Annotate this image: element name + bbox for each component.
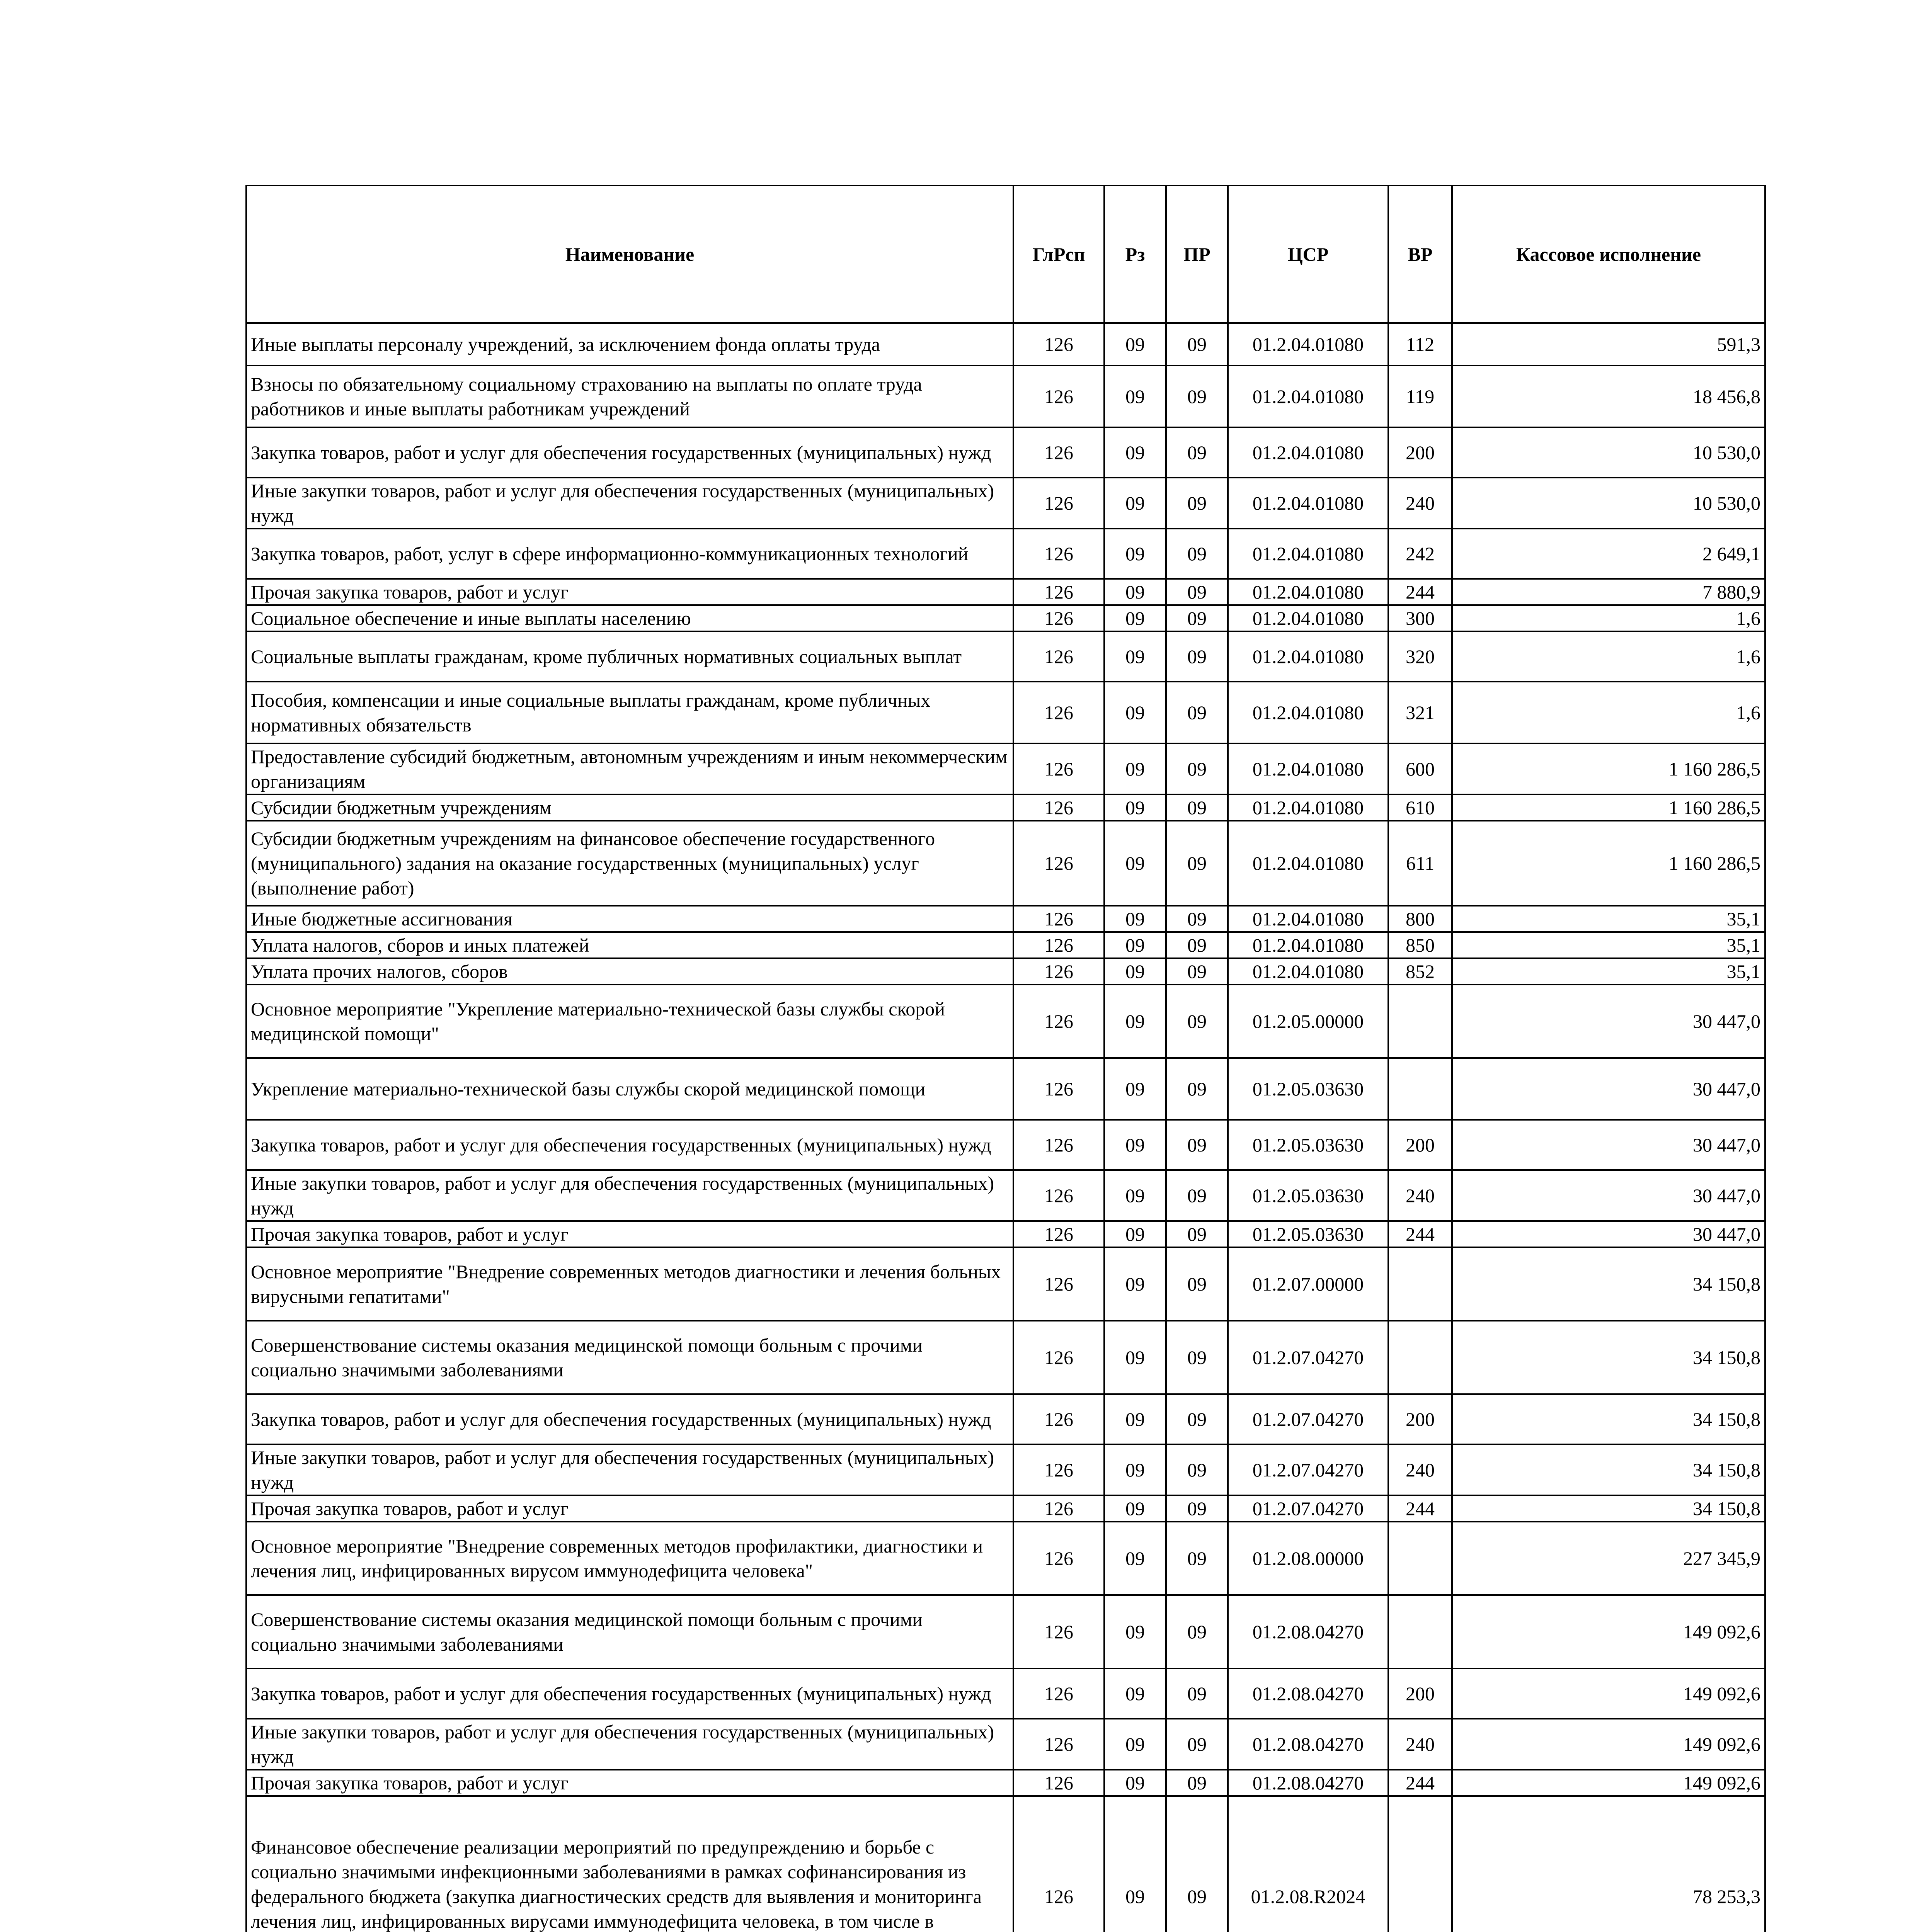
cell-glrsp: 126 <box>1013 1247 1104 1321</box>
budget-table <box>245 185 1766 1932</box>
cell-vr: 240 <box>1388 1170 1452 1221</box>
cell-vr <box>1388 1058 1452 1120</box>
cell-name: Совершенствование системы оказания медицинской помощи больным с прочими социально значимыми заболеваниями <box>246 1321 1013 1394</box>
cell-pr: 09 <box>1166 958 1228 985</box>
table-row <box>246 1394 1765 1444</box>
cell-amount: 35,1 <box>1452 958 1765 985</box>
cell-amount: 10 530,0 <box>1452 478 1765 529</box>
cell-csr: 01.2.04.01080 <box>1228 366 1388 427</box>
cell-csr: 01.2.07.00000 <box>1228 1247 1388 1321</box>
cell-rz: 09 <box>1104 1120 1166 1170</box>
cell-glrsp: 126 <box>1013 1120 1104 1170</box>
cell-rz: 09 <box>1104 682 1166 743</box>
cell-name: Иные выплаты персоналу учреждений, за исключением фонда оплаты труда <box>246 323 1013 366</box>
cell-amount: 30 447,0 <box>1452 1221 1765 1247</box>
cell-glrsp: 126 <box>1013 1394 1104 1444</box>
cell-pr: 09 <box>1166 682 1228 743</box>
cell-glrsp: 126 <box>1013 1444 1104 1495</box>
cell-vr: 850 <box>1388 932 1452 958</box>
cell-name: Закупка товаров, работ и услуг для обеспечения государственных (муниципальных) нужд <box>246 1394 1013 1444</box>
cell-rz: 09 <box>1104 985 1166 1058</box>
cell-rz: 09 <box>1104 605 1166 631</box>
cell-amount: 34 150,8 <box>1452 1247 1765 1321</box>
cell-glrsp: 126 <box>1013 1495 1104 1522</box>
cell-name: Уплата налогов, сборов и иных платежей <box>246 932 1013 958</box>
cell-name: Основное мероприятие "Внедрение современных методов диагностики и лечения больных вирусными гепатитами" <box>246 1247 1013 1321</box>
cell-pr: 09 <box>1166 932 1228 958</box>
cell-rz: 09 <box>1104 427 1166 478</box>
table-row <box>246 1120 1765 1170</box>
cell-amount: 149 092,6 <box>1452 1770 1765 1796</box>
cell-vr: 321 <box>1388 682 1452 743</box>
table-row <box>246 794 1765 821</box>
cell-name: Прочая закупка товаров, работ и услуг <box>246 1221 1013 1247</box>
cell-pr: 09 <box>1166 605 1228 631</box>
table-row <box>246 821 1765 906</box>
table-row <box>246 1668 1765 1719</box>
cell-csr: 01.2.04.01080 <box>1228 579 1388 605</box>
cell-pr: 09 <box>1166 1719 1228 1770</box>
table-row <box>246 366 1765 427</box>
cell-vr <box>1388 1595 1452 1668</box>
header-vr: ВР <box>1388 185 1452 323</box>
cell-name: Иные закупки товаров, работ и услуг для обеспечения государственных (муниципальных) нужд <box>246 478 1013 529</box>
cell-vr: 200 <box>1388 1120 1452 1170</box>
cell-rz: 09 <box>1104 478 1166 529</box>
table-row <box>246 1058 1765 1120</box>
cell-rz: 09 <box>1104 1444 1166 1495</box>
cell-rz: 09 <box>1104 1058 1166 1120</box>
cell-vr: 112 <box>1388 323 1452 366</box>
cell-vr <box>1388 1247 1452 1321</box>
header-glrsp: ГлРсп <box>1013 185 1104 323</box>
cell-vr <box>1388 1796 1452 1932</box>
cell-pr: 09 <box>1166 579 1228 605</box>
cell-name: Совершенствование системы оказания медицинской помощи больным с прочими социально значимыми заболеваниями <box>246 1595 1013 1668</box>
cell-glrsp: 126 <box>1013 932 1104 958</box>
cell-vr <box>1388 1522 1452 1595</box>
cell-rz: 09 <box>1104 1770 1166 1796</box>
cell-name: Субсидии бюджетным учреждениям на финансовое обеспечение государственного (муниципального) задания на оказание государственных (муниципальных) услуг (выполнение работ) <box>246 821 1013 906</box>
cell-name: Финансовое обеспечение реализации мероприятий по предупреждению и борьбе с социально значимыми инфекционными заболеваниями в рамках софинансирования из федерального бюджета (закупка диагностических средств для выявления и мониторинга лечения лиц, инфицированных вирусами иммунодефицита человека, в том числе в <box>246 1796 1013 1932</box>
table-row <box>246 1595 1765 1668</box>
cell-name: Прочая закупка товаров, работ и услуг <box>246 579 1013 605</box>
cell-rz: 09 <box>1104 1247 1166 1321</box>
table-row <box>246 427 1765 478</box>
cell-glrsp: 126 <box>1013 1796 1104 1932</box>
cell-vr: 200 <box>1388 427 1452 478</box>
cell-glrsp: 126 <box>1013 1170 1104 1221</box>
cell-name: Закупка товаров, работ и услуг для обеспечения государственных (муниципальных) нужд <box>246 1120 1013 1170</box>
cell-csr: 01.2.04.01080 <box>1228 821 1388 906</box>
table-row <box>246 1321 1765 1394</box>
cell-csr: 01.2.08.04270 <box>1228 1770 1388 1796</box>
cell-pr: 09 <box>1166 1058 1228 1120</box>
cell-glrsp: 126 <box>1013 821 1104 906</box>
table-row <box>246 478 1765 529</box>
cell-vr: 300 <box>1388 605 1452 631</box>
cell-amount: 1 160 286,5 <box>1452 743 1765 794</box>
cell-rz: 09 <box>1104 323 1166 366</box>
cell-name: Предоставление субсидий бюджетным, автономным учреждениям и иным некоммерческим организациям <box>246 743 1013 794</box>
cell-name: Социальное обеспечение и иные выплаты населению <box>246 605 1013 631</box>
cell-vr: 600 <box>1388 743 1452 794</box>
cell-rz: 09 <box>1104 1495 1166 1522</box>
cell-vr: 200 <box>1388 1394 1452 1444</box>
cell-vr: 800 <box>1388 906 1452 932</box>
cell-pr: 09 <box>1166 743 1228 794</box>
table-row <box>246 985 1765 1058</box>
cell-name: Закупка товаров, работ и услуг для обеспечения государственных (муниципальных) нужд <box>246 427 1013 478</box>
table-row <box>246 1770 1765 1796</box>
table-row <box>246 1719 1765 1770</box>
table-row <box>246 579 1765 605</box>
cell-amount: 30 447,0 <box>1452 1058 1765 1120</box>
cell-pr: 09 <box>1166 1595 1228 1668</box>
cell-pr: 09 <box>1166 1668 1228 1719</box>
cell-name: Закупка товаров, работ и услуг для обеспечения государственных (муниципальных) нужд <box>246 1668 1013 1719</box>
cell-pr: 09 <box>1166 985 1228 1058</box>
cell-pr: 09 <box>1166 1796 1228 1932</box>
cell-pr: 09 <box>1166 529 1228 579</box>
cell-glrsp: 126 <box>1013 1719 1104 1770</box>
cell-pr: 09 <box>1166 794 1228 821</box>
cell-pr: 09 <box>1166 1770 1228 1796</box>
table-row <box>246 1444 1765 1495</box>
cell-name: Социальные выплаты гражданам, кроме публичных нормативных социальных выплат <box>246 631 1013 682</box>
cell-pr: 09 <box>1166 1495 1228 1522</box>
table-row <box>246 1221 1765 1247</box>
cell-glrsp: 126 <box>1013 794 1104 821</box>
cell-name: Иные закупки товаров, работ и услуг для обеспечения государственных (муниципальных) нужд <box>246 1719 1013 1770</box>
cell-csr: 01.2.08.04270 <box>1228 1595 1388 1668</box>
cell-glrsp: 126 <box>1013 1522 1104 1595</box>
header-name: Наименование <box>246 185 1013 323</box>
cell-vr: 610 <box>1388 794 1452 821</box>
cell-glrsp: 126 <box>1013 682 1104 743</box>
table-row <box>246 743 1765 794</box>
cell-amount: 34 150,8 <box>1452 1394 1765 1444</box>
cell-csr: 01.2.04.01080 <box>1228 478 1388 529</box>
table-row <box>246 682 1765 743</box>
cell-amount: 1 160 286,5 <box>1452 794 1765 821</box>
cell-vr: 244 <box>1388 1770 1452 1796</box>
cell-name: Пособия, компенсации и иные социальные выплаты гражданам, кроме публичных нормативных обязательств <box>246 682 1013 743</box>
cell-csr: 01.2.07.04270 <box>1228 1321 1388 1394</box>
cell-pr: 09 <box>1166 478 1228 529</box>
cell-vr: 240 <box>1388 1444 1452 1495</box>
table-row <box>246 529 1765 579</box>
cell-rz: 09 <box>1104 1221 1166 1247</box>
cell-vr: 244 <box>1388 1221 1452 1247</box>
header-amount: Кассовое исполнение <box>1452 185 1765 323</box>
cell-glrsp: 126 <box>1013 605 1104 631</box>
table-row <box>246 605 1765 631</box>
cell-rz: 09 <box>1104 906 1166 932</box>
cell-csr: 01.2.04.01080 <box>1228 605 1388 631</box>
cell-glrsp: 126 <box>1013 1058 1104 1120</box>
cell-pr: 09 <box>1166 821 1228 906</box>
cell-amount: 78 253,3 <box>1452 1796 1765 1932</box>
cell-name: Основное мероприятие "Укрепление материально-технической базы службы скорой медицинской помощи" <box>246 985 1013 1058</box>
cell-csr: 01.2.04.01080 <box>1228 529 1388 579</box>
cell-amount: 1,6 <box>1452 605 1765 631</box>
cell-amount: 30 447,0 <box>1452 985 1765 1058</box>
cell-glrsp: 126 <box>1013 478 1104 529</box>
cell-csr: 01.2.08.R2024 <box>1228 1796 1388 1932</box>
cell-rz: 09 <box>1104 1595 1166 1668</box>
cell-rz: 09 <box>1104 794 1166 821</box>
cell-glrsp: 126 <box>1013 529 1104 579</box>
table-header-row <box>246 185 1765 323</box>
cell-csr: 01.2.05.03630 <box>1228 1120 1388 1170</box>
cell-vr: 200 <box>1388 1668 1452 1719</box>
cell-glrsp: 126 <box>1013 579 1104 605</box>
cell-rz: 09 <box>1104 1719 1166 1770</box>
cell-rz: 09 <box>1104 821 1166 906</box>
cell-csr: 01.2.08.04270 <box>1228 1719 1388 1770</box>
cell-name: Уплата прочих налогов, сборов <box>246 958 1013 985</box>
cell-rz: 09 <box>1104 631 1166 682</box>
cell-amount: 34 150,8 <box>1452 1444 1765 1495</box>
cell-vr: 320 <box>1388 631 1452 682</box>
cell-csr: 01.2.07.04270 <box>1228 1495 1388 1522</box>
cell-glrsp: 126 <box>1013 906 1104 932</box>
cell-name: Закупка товаров, работ, услуг в сфере информационно-коммуникационных технологий <box>246 529 1013 579</box>
cell-glrsp: 126 <box>1013 1221 1104 1247</box>
cell-pr: 09 <box>1166 1170 1228 1221</box>
cell-csr: 01.2.04.01080 <box>1228 932 1388 958</box>
cell-glrsp: 126 <box>1013 366 1104 427</box>
cell-glrsp: 126 <box>1013 427 1104 478</box>
cell-rz: 09 <box>1104 1394 1166 1444</box>
cell-glrsp: 126 <box>1013 1668 1104 1719</box>
cell-csr: 01.2.04.01080 <box>1228 682 1388 743</box>
cell-csr: 01.2.07.04270 <box>1228 1444 1388 1495</box>
header-csr: ЦСР <box>1228 185 1388 323</box>
cell-glrsp: 126 <box>1013 631 1104 682</box>
cell-vr: 244 <box>1388 579 1452 605</box>
cell-amount: 591,3 <box>1452 323 1765 366</box>
cell-amount: 149 092,6 <box>1452 1668 1765 1719</box>
cell-rz: 09 <box>1104 1796 1166 1932</box>
cell-pr: 09 <box>1166 1522 1228 1595</box>
cell-pr: 09 <box>1166 1444 1228 1495</box>
header-rz: Рз <box>1104 185 1166 323</box>
cell-name: Основное мероприятие "Внедрение современных методов профилактики, диагностики и лечения лиц, инфицированных вирусом иммунодефицита человека" <box>246 1522 1013 1595</box>
cell-name: Иные закупки товаров, работ и услуг для обеспечения государственных (муниципальных) нужд <box>246 1444 1013 1495</box>
cell-csr: 01.2.08.00000 <box>1228 1522 1388 1595</box>
cell-csr: 01.2.04.01080 <box>1228 794 1388 821</box>
cell-csr: 01.2.07.04270 <box>1228 1394 1388 1444</box>
cell-name: Прочая закупка товаров, работ и услуг <box>246 1770 1013 1796</box>
cell-amount: 149 092,6 <box>1452 1719 1765 1770</box>
cell-vr: 119 <box>1388 366 1452 427</box>
cell-name: Субсидии бюджетным учреждениям <box>246 794 1013 821</box>
cell-csr: 01.2.05.03630 <box>1228 1221 1388 1247</box>
cell-pr: 09 <box>1166 366 1228 427</box>
cell-rz: 09 <box>1104 932 1166 958</box>
cell-name: Иные бюджетные ассигнования <box>246 906 1013 932</box>
table-row <box>246 1170 1765 1221</box>
cell-pr: 09 <box>1166 906 1228 932</box>
cell-amount: 34 150,8 <box>1452 1321 1765 1394</box>
cell-vr <box>1388 985 1452 1058</box>
cell-rz: 09 <box>1104 579 1166 605</box>
cell-vr: 240 <box>1388 1719 1452 1770</box>
cell-glrsp: 126 <box>1013 1321 1104 1394</box>
cell-csr: 01.2.04.01080 <box>1228 427 1388 478</box>
cell-amount: 7 880,9 <box>1452 579 1765 605</box>
cell-amount: 30 447,0 <box>1452 1170 1765 1221</box>
cell-pr: 09 <box>1166 323 1228 366</box>
table-row <box>246 932 1765 958</box>
cell-vr: 852 <box>1388 958 1452 985</box>
cell-rz: 09 <box>1104 1522 1166 1595</box>
cell-amount: 149 092,6 <box>1452 1595 1765 1668</box>
cell-rz: 09 <box>1104 366 1166 427</box>
cell-name: Взносы по обязательному социальному страхованию на выплаты по оплате труда работников и иные выплаты работникам учреждений <box>246 366 1013 427</box>
table-row <box>246 631 1765 682</box>
cell-amount: 1 160 286,5 <box>1452 821 1765 906</box>
cell-rz: 09 <box>1104 1170 1166 1221</box>
cell-glrsp: 126 <box>1013 743 1104 794</box>
table-row <box>246 1522 1765 1595</box>
cell-csr: 01.2.04.01080 <box>1228 323 1388 366</box>
cell-pr: 09 <box>1166 1120 1228 1170</box>
cell-vr: 242 <box>1388 529 1452 579</box>
cell-rz: 09 <box>1104 1668 1166 1719</box>
cell-vr: 244 <box>1388 1495 1452 1522</box>
cell-name: Иные закупки товаров, работ и услуг для обеспечения государственных (муниципальных) нужд <box>246 1170 1013 1221</box>
cell-amount: 1,6 <box>1452 631 1765 682</box>
cell-csr: 01.2.05.03630 <box>1228 1058 1388 1120</box>
cell-amount: 30 447,0 <box>1452 1120 1765 1170</box>
cell-rz: 09 <box>1104 743 1166 794</box>
cell-name: Прочая закупка товаров, работ и услуг <box>246 1495 1013 1522</box>
cell-rz: 09 <box>1104 1321 1166 1394</box>
cell-name: Укрепление материально-технической базы службы скорой медицинской помощи <box>246 1058 1013 1120</box>
cell-pr: 09 <box>1166 1394 1228 1444</box>
table-row <box>246 1796 1765 1932</box>
cell-amount: 18 456,8 <box>1452 366 1765 427</box>
cell-glrsp: 126 <box>1013 323 1104 366</box>
cell-amount: 2 649,1 <box>1452 529 1765 579</box>
cell-vr: 611 <box>1388 821 1452 906</box>
table-row <box>246 1495 1765 1522</box>
cell-csr: 01.2.05.00000 <box>1228 985 1388 1058</box>
table-row <box>246 906 1765 932</box>
cell-amount: 35,1 <box>1452 932 1765 958</box>
cell-csr: 01.2.05.03630 <box>1228 1170 1388 1221</box>
cell-rz: 09 <box>1104 529 1166 579</box>
cell-csr: 01.2.04.01080 <box>1228 958 1388 985</box>
cell-pr: 09 <box>1166 1247 1228 1321</box>
cell-glrsp: 126 <box>1013 958 1104 985</box>
cell-pr: 09 <box>1166 427 1228 478</box>
cell-csr: 01.2.04.01080 <box>1228 906 1388 932</box>
table-row <box>246 323 1765 366</box>
cell-amount: 34 150,8 <box>1452 1495 1765 1522</box>
cell-glrsp: 126 <box>1013 985 1104 1058</box>
table-body <box>246 323 1765 1932</box>
header-pr: ПР <box>1166 185 1228 323</box>
cell-csr: 01.2.04.01080 <box>1228 631 1388 682</box>
cell-vr <box>1388 1321 1452 1394</box>
cell-pr: 09 <box>1166 631 1228 682</box>
cell-glrsp: 126 <box>1013 1595 1104 1668</box>
cell-vr: 240 <box>1388 478 1452 529</box>
table-row <box>246 1247 1765 1321</box>
cell-amount: 227 345,9 <box>1452 1522 1765 1595</box>
cell-amount: 1,6 <box>1452 682 1765 743</box>
cell-amount: 10 530,0 <box>1452 427 1765 478</box>
cell-pr: 09 <box>1166 1321 1228 1394</box>
cell-pr: 09 <box>1166 1221 1228 1247</box>
cell-rz: 09 <box>1104 958 1166 985</box>
table-row <box>246 958 1765 985</box>
cell-csr: 01.2.04.01080 <box>1228 743 1388 794</box>
cell-amount: 35,1 <box>1452 906 1765 932</box>
cell-csr: 01.2.08.04270 <box>1228 1668 1388 1719</box>
cell-glrsp: 126 <box>1013 1770 1104 1796</box>
